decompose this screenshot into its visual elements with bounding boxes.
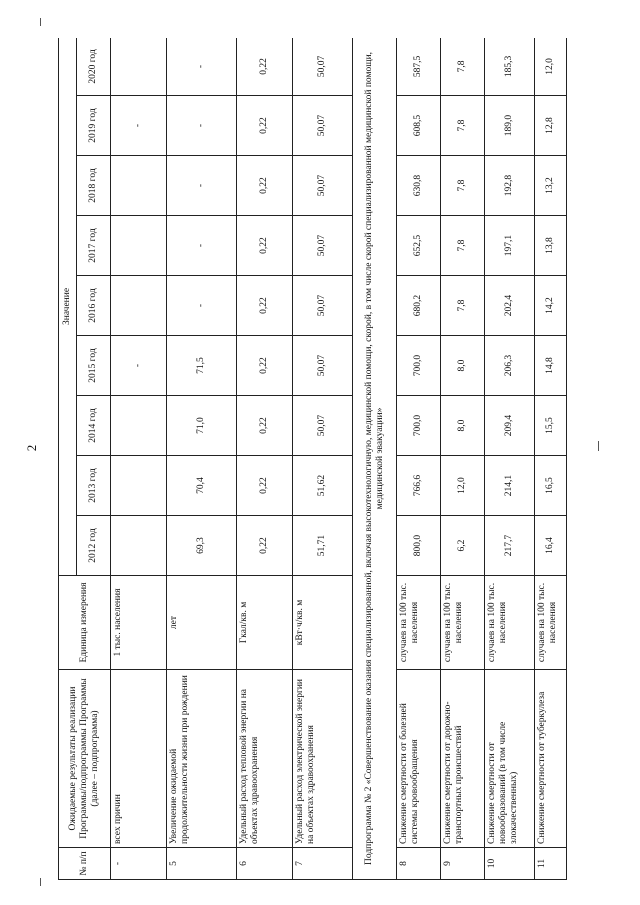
value-cell xyxy=(111,516,167,576)
table-row xyxy=(441,38,485,880)
value-cell: - xyxy=(167,38,237,96)
unit-cell: 1 тыс. населения xyxy=(111,576,167,670)
header-year: 2020 год xyxy=(77,38,111,96)
value-cell: 0,22 xyxy=(237,96,293,156)
value-cell: 189,0 xyxy=(485,96,535,156)
row-number: 10 xyxy=(485,848,535,880)
indicator-name: всех причин xyxy=(111,670,167,848)
value-cell xyxy=(111,38,167,96)
header-unit: Единица измерения xyxy=(59,576,111,670)
value-cell: 214,1 xyxy=(485,456,535,516)
value-cell: 652,5 xyxy=(397,216,441,276)
header-year: 2012 год xyxy=(77,516,111,576)
unit-cell: случаев на 100 тыс. населения xyxy=(535,576,567,670)
row-number: 5 xyxy=(167,848,237,880)
value-cell: 700,0 xyxy=(397,396,441,456)
header-year: 2019 год xyxy=(77,96,111,156)
table-row xyxy=(535,38,567,880)
value-cell: 50,07 xyxy=(293,336,353,396)
value-cell: 50,07 xyxy=(293,396,353,456)
table-row xyxy=(485,38,535,880)
value-cell: 0,22 xyxy=(237,456,293,516)
rotated-page xyxy=(58,38,600,880)
value-cell: 13,2 xyxy=(535,156,567,216)
value-cell: 16,5 xyxy=(535,456,567,516)
header-result: Ожидаемые результаты реализации Программы/подпрограммы Программы (далее – подпрограмма) xyxy=(59,670,111,848)
unit-cell: кВт·ч/кв. м xyxy=(293,576,353,670)
value-cell: 51,62 xyxy=(293,456,353,516)
value-cell: 217,7 xyxy=(485,516,535,576)
value-cell: 12,0 xyxy=(535,38,567,96)
value-cell xyxy=(111,396,167,456)
indicator-name: Снижение смертности от туберкулеза xyxy=(535,670,567,848)
value-cell: 12,8 xyxy=(535,96,567,156)
row-number: 8 xyxy=(397,848,441,880)
value-cell: 7,8 xyxy=(441,38,485,96)
value-cell: 7,8 xyxy=(441,216,485,276)
value-cell: - xyxy=(167,96,237,156)
value-cell xyxy=(111,276,167,336)
value-cell: 587,5 xyxy=(397,38,441,96)
indicator-name: Увеличение ожидаемой продолжительности жизни при рождении xyxy=(167,670,237,848)
scan-mark xyxy=(40,18,41,26)
value-cell: 8,0 xyxy=(441,396,485,456)
value-cell: 7,8 xyxy=(441,96,485,156)
header-year: 2015 год xyxy=(77,336,111,396)
page-number: 2 xyxy=(24,444,39,452)
value-cell: 0,22 xyxy=(237,396,293,456)
value-cell: 71,0 xyxy=(167,396,237,456)
value-cell: 0,22 xyxy=(237,516,293,576)
value-cell: 7,8 xyxy=(441,156,485,216)
value-cell: 51,71 xyxy=(293,516,353,576)
unit-cell: лет xyxy=(167,576,237,670)
value-cell: 14,8 xyxy=(535,336,567,396)
value-cell: 680,2 xyxy=(397,276,441,336)
value-cell: 14,2 xyxy=(535,276,567,336)
unit-cell: случаев на 100 тыс. населения xyxy=(397,576,441,670)
value-cell xyxy=(111,216,167,276)
value-cell: 50,07 xyxy=(293,96,353,156)
table-row xyxy=(111,38,167,880)
indicator-name: Снижение смертности от дорожно-транспортных происшествий xyxy=(441,670,485,848)
value-cell: 50,07 xyxy=(293,276,353,336)
value-cell: 0,22 xyxy=(237,216,293,276)
row-number: 9 xyxy=(441,848,485,880)
row-number: 6 xyxy=(237,848,293,880)
header-year: 2016 год xyxy=(77,276,111,336)
value-cell: 15,5 xyxy=(535,396,567,456)
subprogram-title: Подпрограмма № 2 «Совершенствование оказания специализированной, включая высокотехнологичную, медицинской помощи, скорой, в том числе скорой специализированной медицинской помощи, медицинской эвакуации» xyxy=(353,38,397,880)
value-cell: 0,22 xyxy=(237,276,293,336)
value-cell xyxy=(111,456,167,516)
indicator-name: Удельный расход электрической энергии на объектах здравоохранения xyxy=(293,670,353,848)
value-cell: 71,5 xyxy=(167,336,237,396)
indicator-name: Удельный расход тепловой энергии на объектах здравоохранения xyxy=(237,670,293,848)
value-cell: 0,22 xyxy=(237,336,293,396)
value-cell: 16,4 xyxy=(535,516,567,576)
value-cell: 608,5 xyxy=(397,96,441,156)
unit-cell: Гкал/кв. м xyxy=(237,576,293,670)
value-cell: 630,8 xyxy=(397,156,441,216)
value-cell: 50,07 xyxy=(293,156,353,216)
value-cell: 202,4 xyxy=(485,276,535,336)
value-cell: - xyxy=(111,336,167,396)
value-cell: 12,0 xyxy=(441,456,485,516)
value-cell: 700,0 xyxy=(397,336,441,396)
table-row xyxy=(167,38,237,880)
table-row xyxy=(293,38,353,880)
value-cell: 6,2 xyxy=(441,516,485,576)
value-cell: 50,07 xyxy=(293,38,353,96)
value-cell: - xyxy=(167,216,237,276)
table-row xyxy=(397,38,441,880)
value-cell: 50,07 xyxy=(293,216,353,276)
header-value: Значение xyxy=(59,38,77,576)
value-cell: 197,1 xyxy=(485,216,535,276)
indicator-name: Снижение смертности от болезней системы кровообращения xyxy=(397,670,441,848)
value-cell: 13,8 xyxy=(535,216,567,276)
value-cell: 0,22 xyxy=(237,156,293,216)
value-cell: 7,8 xyxy=(441,276,485,336)
value-cell: 206,3 xyxy=(485,336,535,396)
value-cell: 70,4 xyxy=(167,456,237,516)
value-cell: 209,4 xyxy=(485,396,535,456)
value-cell: 69,3 xyxy=(167,516,237,576)
header-year: 2017 год xyxy=(77,216,111,276)
row-number: 11 xyxy=(535,848,567,880)
value-cell: 8,0 xyxy=(441,336,485,396)
unit-cell: случаев на 100 тыс. населения xyxy=(441,576,485,670)
indicators-table xyxy=(58,38,567,880)
unit-cell: случаев на 100 тыс. населения xyxy=(485,576,535,670)
value-cell: 800,0 xyxy=(397,516,441,576)
value-cell: - xyxy=(167,276,237,336)
header-no: № п/п xyxy=(59,848,111,880)
table-row xyxy=(237,38,293,880)
header-year: 2014 год xyxy=(77,396,111,456)
value-cell xyxy=(111,156,167,216)
header-year: 2018 год xyxy=(77,156,111,216)
indicator-name: Снижение смертности от новообразований (в том числе злокачественных) xyxy=(485,670,535,848)
value-cell: - xyxy=(167,156,237,216)
value-cell: 185,3 xyxy=(485,38,535,96)
value-cell: 766,6 xyxy=(397,456,441,516)
value-cell: - xyxy=(111,96,167,156)
value-cell: 192,8 xyxy=(485,156,535,216)
header-year: 2013 год xyxy=(77,456,111,516)
row-number: 7 xyxy=(293,848,353,880)
value-cell: 0,22 xyxy=(237,38,293,96)
scan-mark xyxy=(40,878,41,886)
row-number: - xyxy=(111,848,167,880)
